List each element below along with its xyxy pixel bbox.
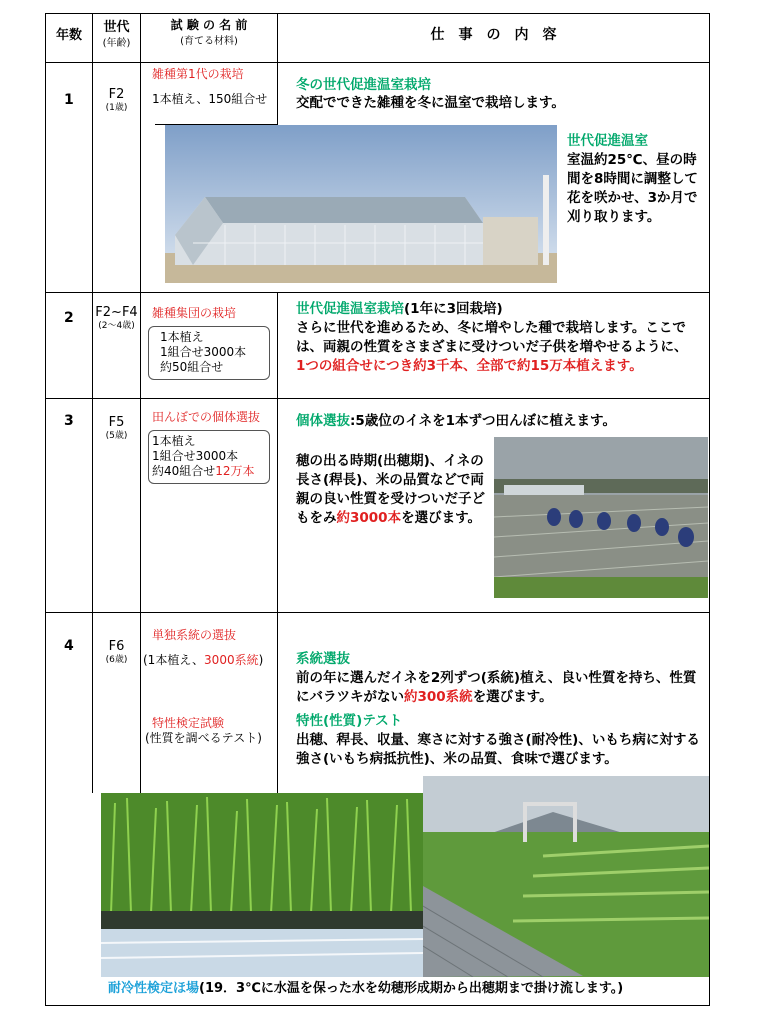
row3-year: 3 xyxy=(64,413,74,429)
row4-test-sub2: (性質を調べるテスト) xyxy=(145,731,262,745)
greenhouse-photo xyxy=(165,125,557,283)
row3-text: 穂の出る時期(出穂期)、イネの長さ(稈長)、米の品質などで両親の良い性質を受けついだ子どもをみ約3000本を選びます。 xyxy=(296,453,485,526)
col-divider-2 xyxy=(140,13,141,793)
row2-text: さらに世代を進めるため、冬に増やした種で栽培します。ここでは、両親の性質をさまざまに受けついだ子供を増やせるように、1つの組合せにつき約3千本、全部で約15万本植えます。 xyxy=(296,320,688,374)
table-right-border xyxy=(709,13,710,1006)
row1-test-title: 雑種第1代の栽培 xyxy=(152,67,244,81)
row4-generation: F6 (6歳) xyxy=(105,639,128,665)
rice-seedling-photo xyxy=(101,793,423,977)
greenhouse-title: 世代促進温室 xyxy=(567,133,648,149)
row3-material-line3: 約40組合せ12万本 xyxy=(152,464,255,478)
row1-generation: F2 (1歳) xyxy=(105,87,128,113)
row2-heading-line: 世代促進温室栽培(1年に3回栽培) xyxy=(296,301,503,317)
header-work: 仕 事 の 内 容 xyxy=(430,27,557,43)
row2-material-line1: 1本植え xyxy=(160,330,204,344)
row4-material: (1本植え、3000系統) xyxy=(143,653,264,667)
table-bottom-border xyxy=(45,1005,710,1006)
row1-material: 1本植え、150組合せ xyxy=(152,92,268,106)
table-top-border xyxy=(45,13,710,14)
row4-year: 4 xyxy=(64,638,74,654)
row4-test-title2: 特性検定試験 xyxy=(152,716,225,730)
table-left-border xyxy=(45,13,46,1006)
row4-caption: 耐冷性検定ほ場(19．3℃に水温を保った水を幼穂形成期から出穂期まで掛け流します。) xyxy=(108,981,624,996)
header-divider xyxy=(45,62,710,63)
header-generation: 世代 (年齢) xyxy=(102,20,131,49)
row4-text2: 出穂、稈長、収量、寒さに対する強さ(耐冷性)、いもち病に対する強さ(いもち病抵抗性)、米の品質、食味で選びます。 xyxy=(296,732,700,767)
paddy-field-photo xyxy=(494,437,708,598)
cold-tolerance-field-photo xyxy=(423,776,709,977)
row3-test-title: 田んぼでの個体選抜 xyxy=(152,410,261,424)
row-divider-2 xyxy=(45,398,710,399)
row3-heading-line: 個体選抜:5歳位のイネを1本ずつ田んぼに植えます。 xyxy=(296,413,616,429)
row-divider-1 xyxy=(45,292,710,293)
col-divider-1 xyxy=(92,13,93,793)
row4-heading: 系統選抜 xyxy=(296,651,350,667)
row3-material-line1: 1本植え xyxy=(152,434,196,448)
row3-generation: F5 (5歳) xyxy=(105,415,128,441)
header-test-name: 試 験 の 名 前 (育てる材料) xyxy=(170,18,248,47)
row1-heading: 冬の世代促進温室栽培 xyxy=(296,77,431,93)
row3-material-line2: 1組合せ3000本 xyxy=(152,449,239,463)
row2-material-line2: 1組合せ3000本 xyxy=(160,345,247,359)
row4-heading2: 特性(性質)テスト xyxy=(296,713,403,729)
row1-year: 1 xyxy=(64,92,74,108)
row2-year: 2 xyxy=(64,310,74,326)
header-year: 年数 xyxy=(55,28,82,43)
col-divider-3b xyxy=(277,292,278,793)
row4-test-title: 単独系統の選抜 xyxy=(152,628,237,642)
row2-generation: F2~F4 (2～4歳) xyxy=(95,305,138,331)
row2-test-title: 雑種集団の栽培 xyxy=(152,306,237,320)
greenhouse-description: 室温約25℃、昼の時間を8時間に調整して花を咲かせ、3か月で刈り取ります。 xyxy=(567,152,698,225)
row2-material-line3: 約50組合せ xyxy=(160,360,224,374)
row1-text: 交配でできた雑種を冬に温室で栽培します。 xyxy=(296,95,565,111)
row-divider-3 xyxy=(45,612,710,613)
row4-text: 前の年に選んだイネを2列ずつ(系統)植え、良い性質を持ち、性質にバラツキがない約300系統を選びます。 xyxy=(296,670,697,705)
